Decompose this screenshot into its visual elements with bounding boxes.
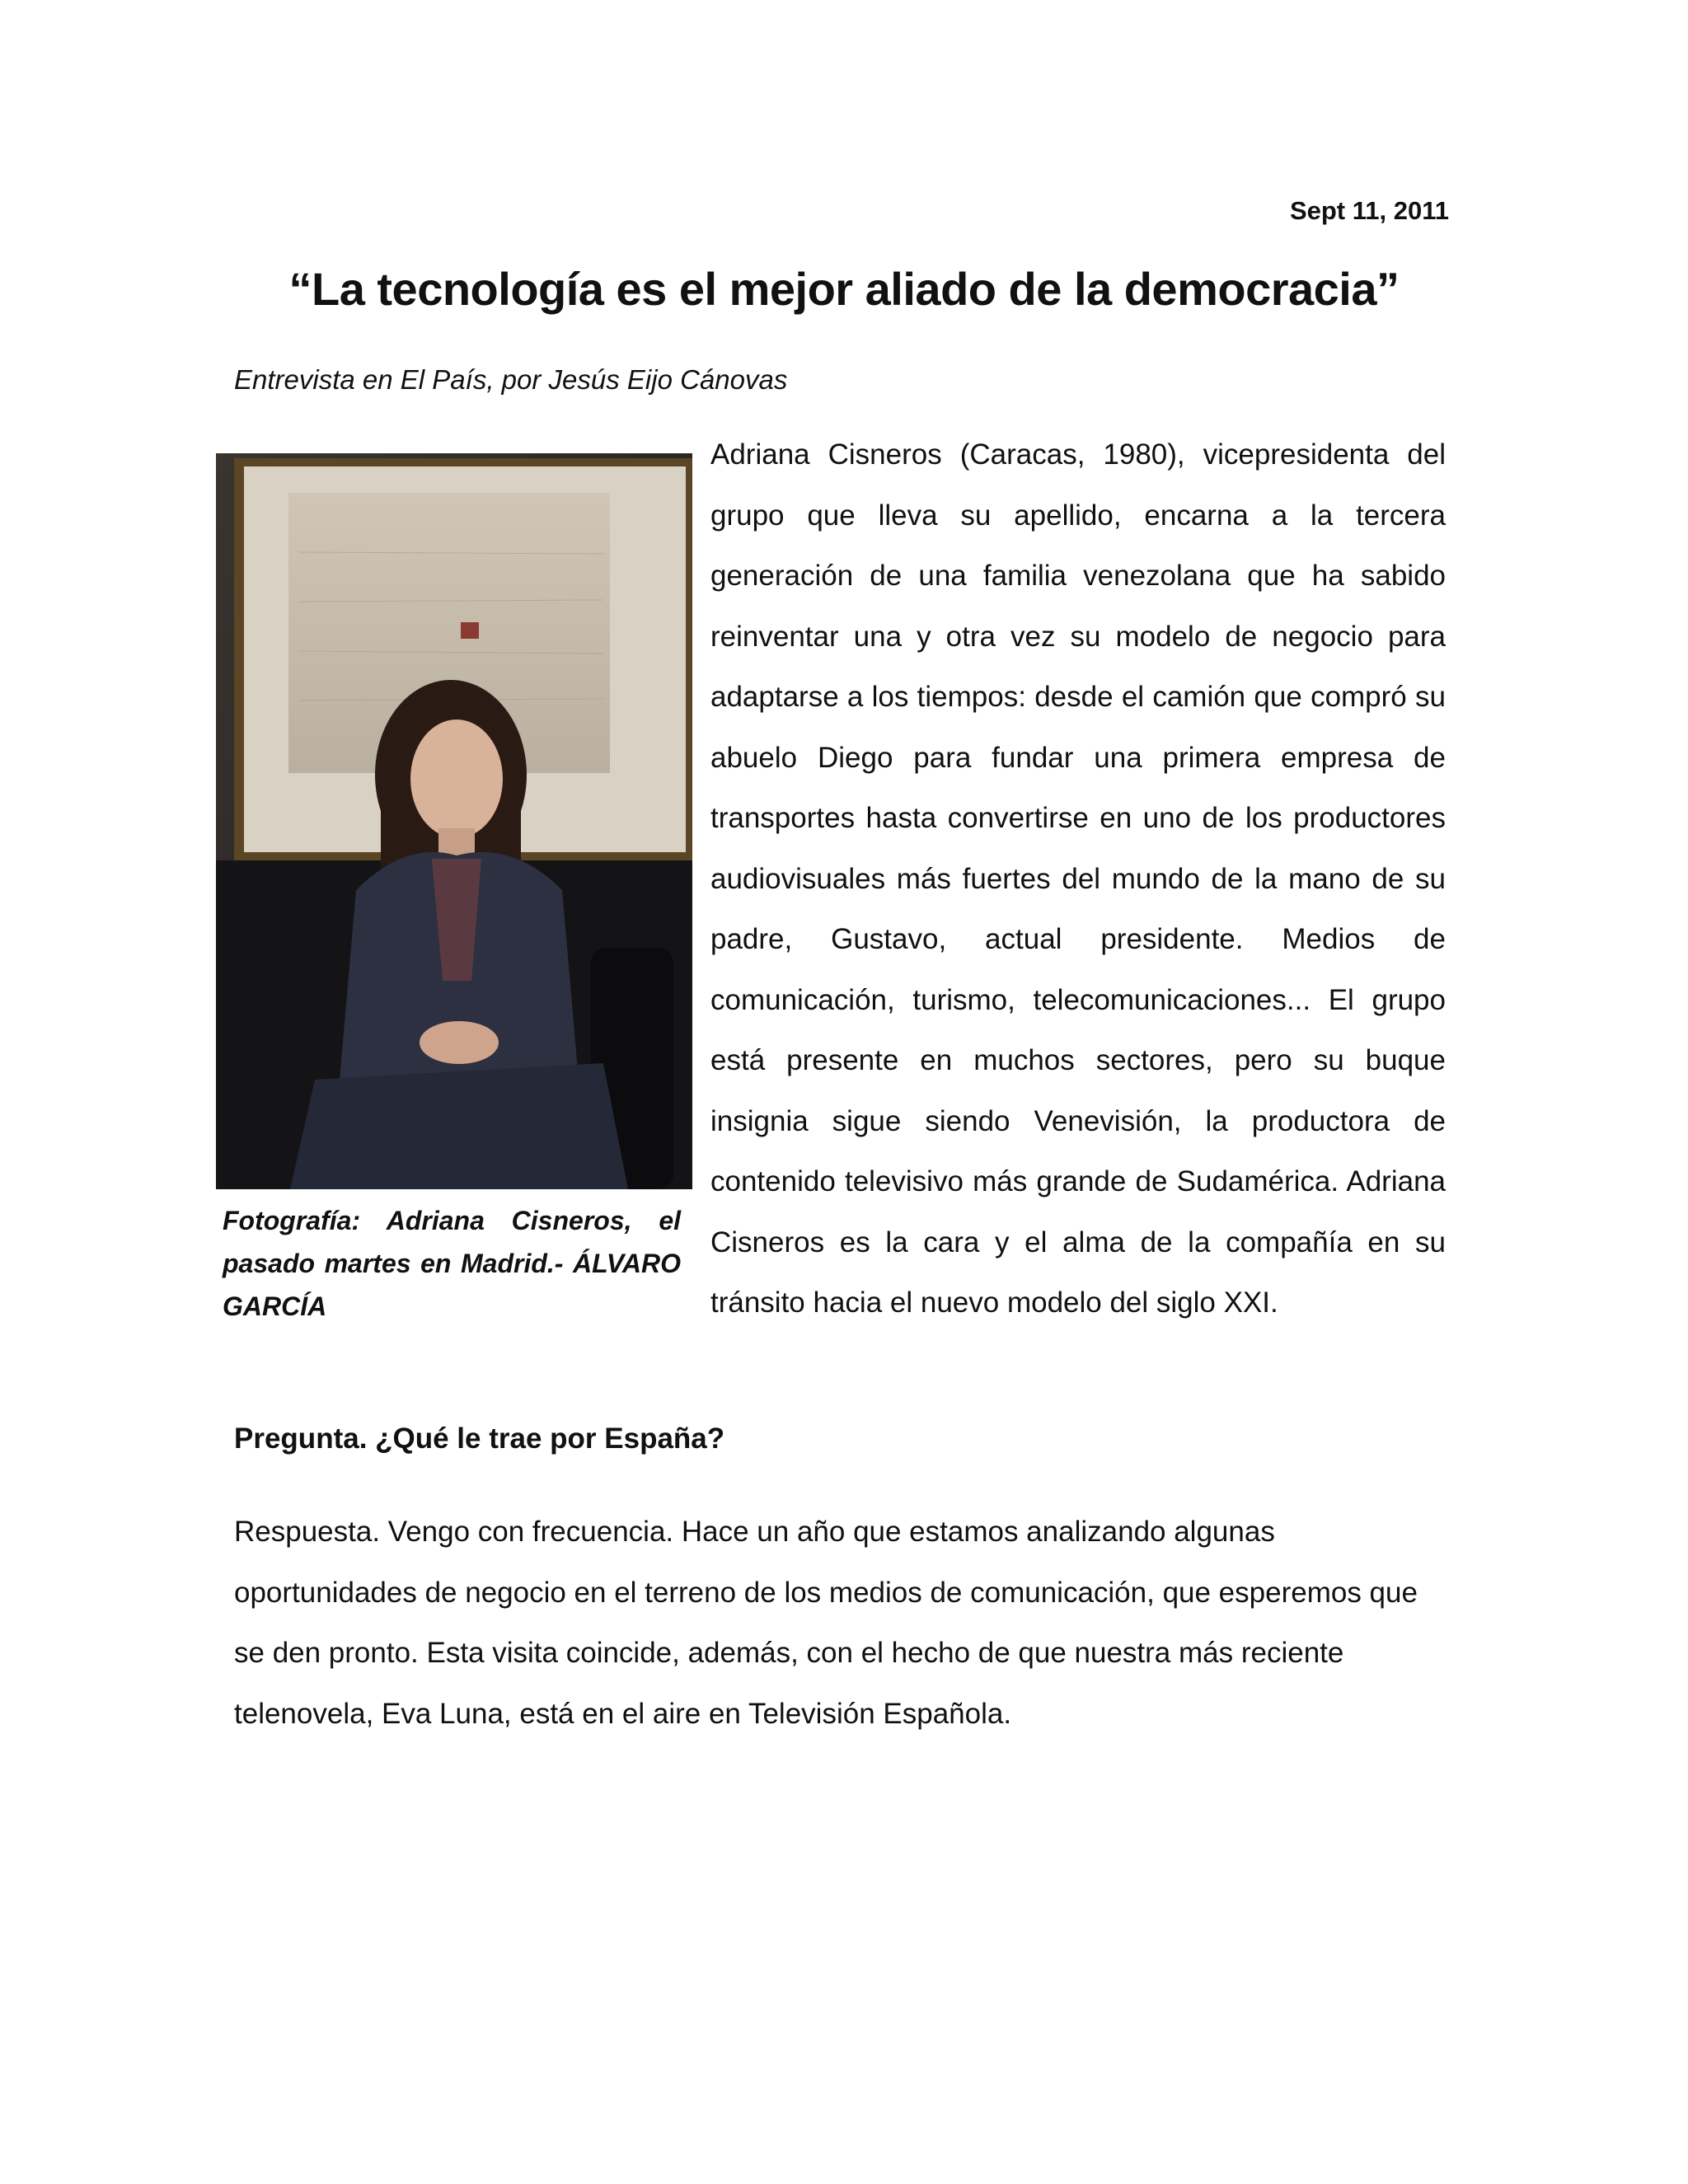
interview-answer: Respuesta. Vengo con frecuencia. Hace un año que estamos analizando algunas oportunidades de negocio en el terreno de los medios de comunicación, que esperemos que se den pronto. Esta visita coincide, además, con el hecho de que nuestra más reciente telenovela, Eva Luna, está en el aire en Televisión Española. xyxy=(234,1516,1418,1730)
photo-caption: Fotografía: Adriana Cisneros, el pasado martes en Madrid.- ÁLVARO GARCÍA xyxy=(223,1206,681,1321)
interview-question: Pregunta. ¿Qué le trae por España? xyxy=(234,1422,725,1455)
article-byline: Entrevista en El País, por Jesús Eijo Cánovas xyxy=(234,364,788,395)
article-photo xyxy=(216,453,692,1189)
publication-date: Sept 11, 2011 xyxy=(1289,196,1449,225)
portrait-photo-illustration xyxy=(216,453,692,1189)
intro-paragraph: Adriana Cisneros (Caracas, 1980), vicepresidenta del grupo que lleva su apellido, encarna a la tercera generación de una familia venezolana que ha sabido reinventar una y otra vez su modelo de negocio para adaptarse a los tiempos: desde el camión que compró su abuelo Diego para fundar una primera empresa de transportes hasta convertirse en uno de los productores audiovisuales más fuertes del mundo de la mano de su padre, Gustavo, actual presidente. Medios de comunicación, turismo, telecomunicaciones... El grupo está presente en muchos sectores, pero su buque insignia sigue siendo Venevisión, la productora de contenido televisivo más grande de Sudamérica. Adriana Cisneros es la cara y el alma de la compañía en su tránsito hacia el nuevo modelo del siglo XXI. xyxy=(710,438,1446,1319)
article-title: “La tecnología es el mejor aliado de la democracia” xyxy=(288,263,1400,315)
